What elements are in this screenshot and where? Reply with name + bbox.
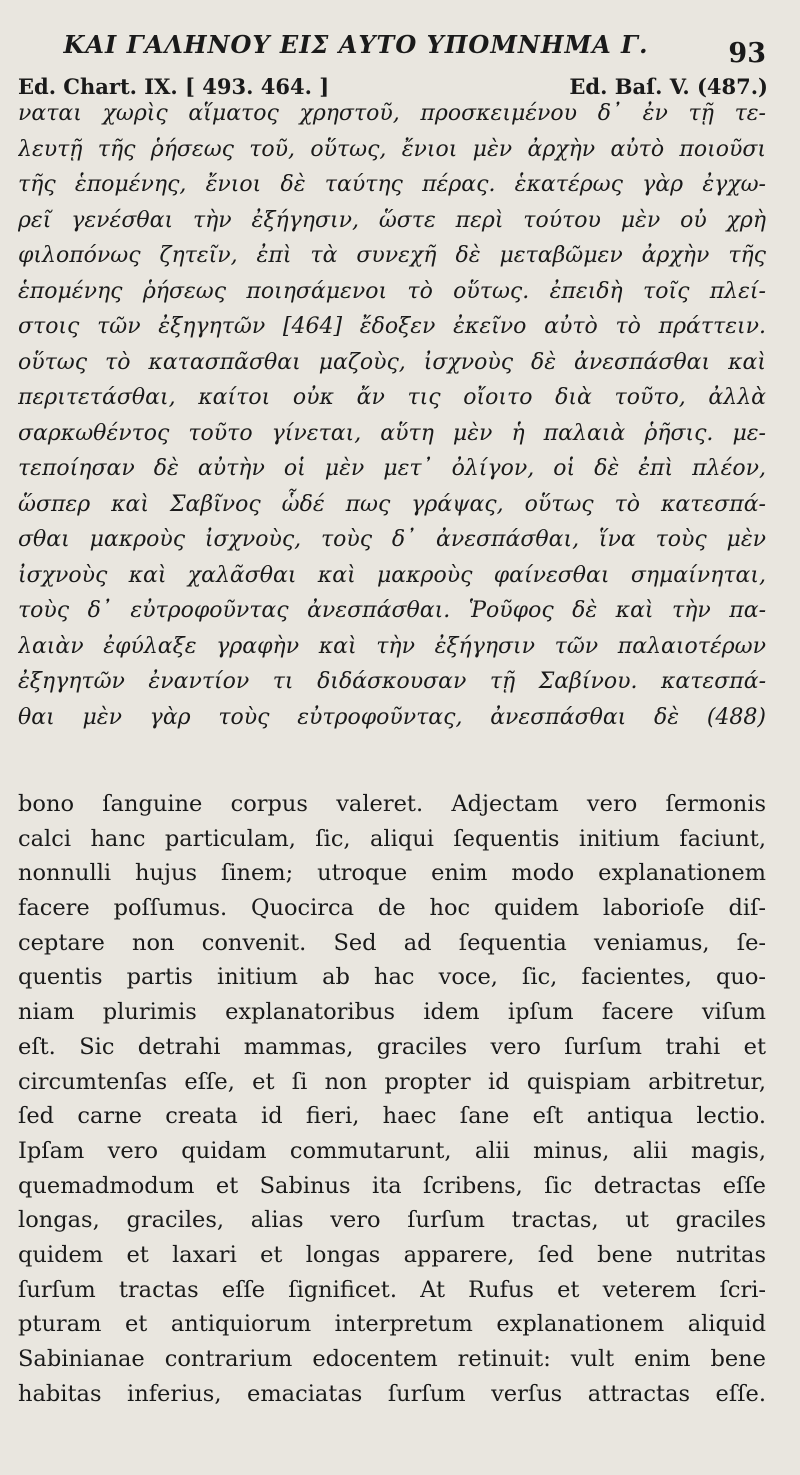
greek-text-line: ναται χωρὶς αἵματος χρηστοῦ, προσκειμένου δ᾽ ἐν τῇ τε- <box>18 101 766 126</box>
latin-text-line: quentis partis initium ab hac voce, ſic, facientes, quo- <box>18 964 766 991</box>
edition-basel-reference: Ed. Baſ. V. (487.) <box>569 74 768 99</box>
greek-text-line: λευτῇ τῆς ῥήσεως τοῦ, οὕτως, ἔνιοι μὲν ἀρχὴν αὐτὸ ποιοῦσι <box>18 136 766 162</box>
latin-text-line: Ipſam vero quidam commutarunt, alii minus, alii magis, <box>18 1137 766 1164</box>
greek-text-line: τοὺς δ᾽ εὐτροφοῦντας ἀνεσπάσθαι. Ῥοῦφος δὲ καὶ τὴν πα- <box>18 598 766 623</box>
greek-text-line: λαιὰν ἐφύλαξε γραφὴν καὶ τὴν ἐξήγησιν τῶν παλαιοτέρων <box>18 633 766 659</box>
latin-text-line: ſurſum tractas eſſe ſignificet. At Rufus et veterem ſcri- <box>18 1276 766 1303</box>
greek-text-line: περιτετάσθαι, καίτοι οὐκ ἄν τις οἴοιτο διὰ τοῦτο, ἀλλὰ <box>18 385 766 410</box>
page-number: 93 <box>728 38 766 69</box>
greek-text-block <box>18 96 766 735</box>
greek-text-line: στοις τῶν ἐξηγητῶν [464] ἔδοξεν ἐκεῖνο αὐτὸ τὸ πράττειν. <box>18 314 766 339</box>
latin-text-line: nonnulli hujus ſinem; utroque enim modo explanationem <box>18 860 766 887</box>
latin-text-line: pturam et antiquiorum interpretum explanationem aliquid <box>18 1311 766 1338</box>
latin-text-line: quidem et laxari et longas apparere, ſed bene nutritas <box>18 1241 766 1268</box>
latin-text-line: facere poſſumus. Quocirca de hoc quidem laborioſe diſ- <box>18 895 766 922</box>
latin-text-line: niam plurimis explanatoribus idem ipſum facere viſum <box>18 999 766 1026</box>
latin-text-line: habitas inferius, emaciatas ſurſum verſus attractas eſſe. <box>18 1380 766 1407</box>
latin-text-line: quemadmodum et Sabinus ita ſcribens, ſic detractas eſſe <box>18 1172 766 1199</box>
edition-chart-reference: Ed. Chart. IX. [ 493. 464. ] <box>18 74 330 99</box>
greek-text-line: ρεῖ γενέσθαι τὴν ἐξήγησιν, ὥστε περὶ τούτου μὲν οὐ χρὴ <box>18 207 766 233</box>
latin-text-line: Sabinianae contrarium edocentem retinuit: vult enim bene <box>18 1346 766 1372</box>
greek-text-line: ἑπομένης ῥήσεως ποιησάμενοι τὸ οὕτως. ἐπειδὴ τοῖς πλεί- <box>18 278 766 304</box>
greek-text-line: ὥσπερ καὶ Σαβῖνος ὧδέ πως γράψας, οὕτως τὸ κατεσπά- <box>18 491 766 517</box>
greek-text-line: τεποίησαν δὲ αὐτὴν οἱ μὲν μετ᾽ ὀλίγον, οἱ δὲ ἐπὶ πλέον, <box>18 456 766 481</box>
running-title: ΚΑΙ ΓΑΛΗΝΟΥ ΕΙΣ ΑΥΤΟ ΥΠΟΜΝΗΜΑ Γ. <box>63 30 649 59</box>
greek-text-line: σθαι μακροὺς ἰσχνοὺς, τοὺς δ᾽ ἀνεσπάσθαι, ἵνα τοὺς μὲν <box>18 527 766 552</box>
latin-text-line: bono ſanguine corpus valeret. Adjectam vero ſermonis <box>18 791 766 817</box>
latin-text-line: ceptare non convenit. Sed ad ſequentia veniamus, ſe- <box>18 929 766 956</box>
greek-text-line: σαρκωθέντος τοῦτο γίνεται, αὕτη μὲν ἡ παλαιὰ ῥῆσις. με- <box>18 420 766 446</box>
latin-text-block <box>18 787 766 1411</box>
greek-text-line: οὕτως τὸ κατασπᾶσθαι μαζοὺς, ἰσχνοὺς δὲ ἀνεσπάσθαι καὶ <box>18 349 766 375</box>
latin-text-line: eſt. Sic detrahi mammas, graciles vero ſurſum trahi et <box>18 1033 766 1060</box>
latin-text-line: calci hanc particulam, ſic, aliqui ſequentis initium faciunt, <box>18 825 766 852</box>
latin-text-line: ſed carne creata id fieri, haec ſane eſt antiqua lectio. <box>18 1103 766 1130</box>
greek-text-line: τῆς ἑπομένης, ἔνιοι δὲ ταύτης πέρας. ἑκατέρως γὰρ ἐγχω- <box>18 172 766 197</box>
greek-text-line: θαι μὲν γὰρ τοὺς εὐτροφοῦντας, ἀνεσπάσθαι δὲ (488) <box>18 704 766 730</box>
latin-text-line: longas, graciles, alias vero ſurſum tractas, ut graciles <box>18 1207 766 1234</box>
latin-text-line: circumtenſas eſſe, et ſi non propter id quispiam arbitretur, <box>18 1068 766 1095</box>
greek-text-line: ἰσχνοὺς καὶ χαλᾶσθαι καὶ μακροὺς φαίνεσθαι σημαίνηται, <box>18 562 766 588</box>
greek-text-line: φιλοπόνως ζητεῖν, ἐπὶ τὰ συνεχῆ δὲ μεταβῶμεν ἀρχὴν τῆς <box>18 243 766 268</box>
greek-text-line: ἐξηγητῶν ἐναντίον τι διδάσκουσαν τῇ Σαβίνου. κατεσπά- <box>18 669 766 694</box>
